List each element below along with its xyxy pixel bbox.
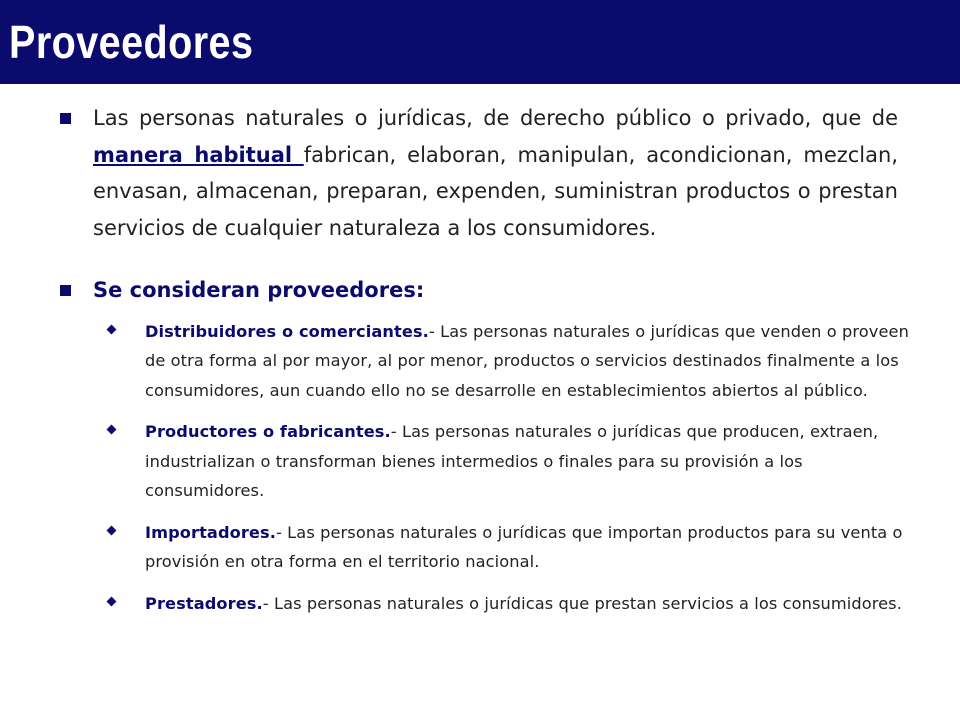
square-bullet-icon — [60, 285, 71, 296]
diamond-bullet-icon — [107, 324, 117, 334]
diamond-bullet-icon — [107, 596, 117, 606]
heading-bullet — [0, 272, 960, 309]
diamond-bullet-icon — [107, 425, 117, 435]
intro-underlined-text: manera habitual — [93, 142, 304, 167]
square-bullet-icon — [60, 113, 71, 124]
item-description: - Las personas naturales o jurídicas que producen, extraen, industrializan o transforman bienes intermedios o finales para su provisión a los consumidores. — [145, 422, 879, 500]
diamond-bullet-icon — [107, 525, 117, 535]
section-heading: Se consideran proveedores: — [93, 278, 425, 302]
item-description: - Las personas naturales o jurídicas que importan productos para su venta o provisión en otra forma en el territorio nacional. — [145, 522, 903, 571]
list-item — [0, 589, 960, 619]
item-description: - Las personas naturales o jurídicas que prestan servicios a los consumidores. — [262, 593, 902, 613]
item-description: - Las personas naturales o jurídicas que venden o proveen de otra forma al por mayor, al por menor, productos o servicios destinados finalmente a los consumidores, aun cuando ello no se desarrolle en establecimientos abiertos al público. — [145, 321, 909, 400]
provider-type-list — [0, 317, 960, 619]
list-item — [0, 417, 960, 506]
item-term: Importadores. — [145, 522, 276, 542]
item-term: Productores o fabricantes. — [145, 422, 391, 441]
slide-title: Proveedores — [9, 16, 254, 68]
item-term: Prestadores. — [145, 593, 263, 613]
slide-body — [0, 100, 960, 630]
intro-text-start: Las personas naturales o jurídicas, de derecho público o privado, que de — [93, 106, 898, 130]
intro-text-end: fabrican, elaboran, manipulan, acondicionan, mezclan, envasan, almacenan, preparan, expenden, suministran productos o prestan servicios de cualquier naturaleza a los consumidores. — [93, 142, 898, 240]
list-item — [0, 317, 960, 406]
title-bar — [0, 0, 960, 84]
list-item — [0, 518, 960, 577]
item-term: Distribuidores o comerciantes. — [145, 321, 429, 341]
intro-bullet — [0, 100, 960, 246]
